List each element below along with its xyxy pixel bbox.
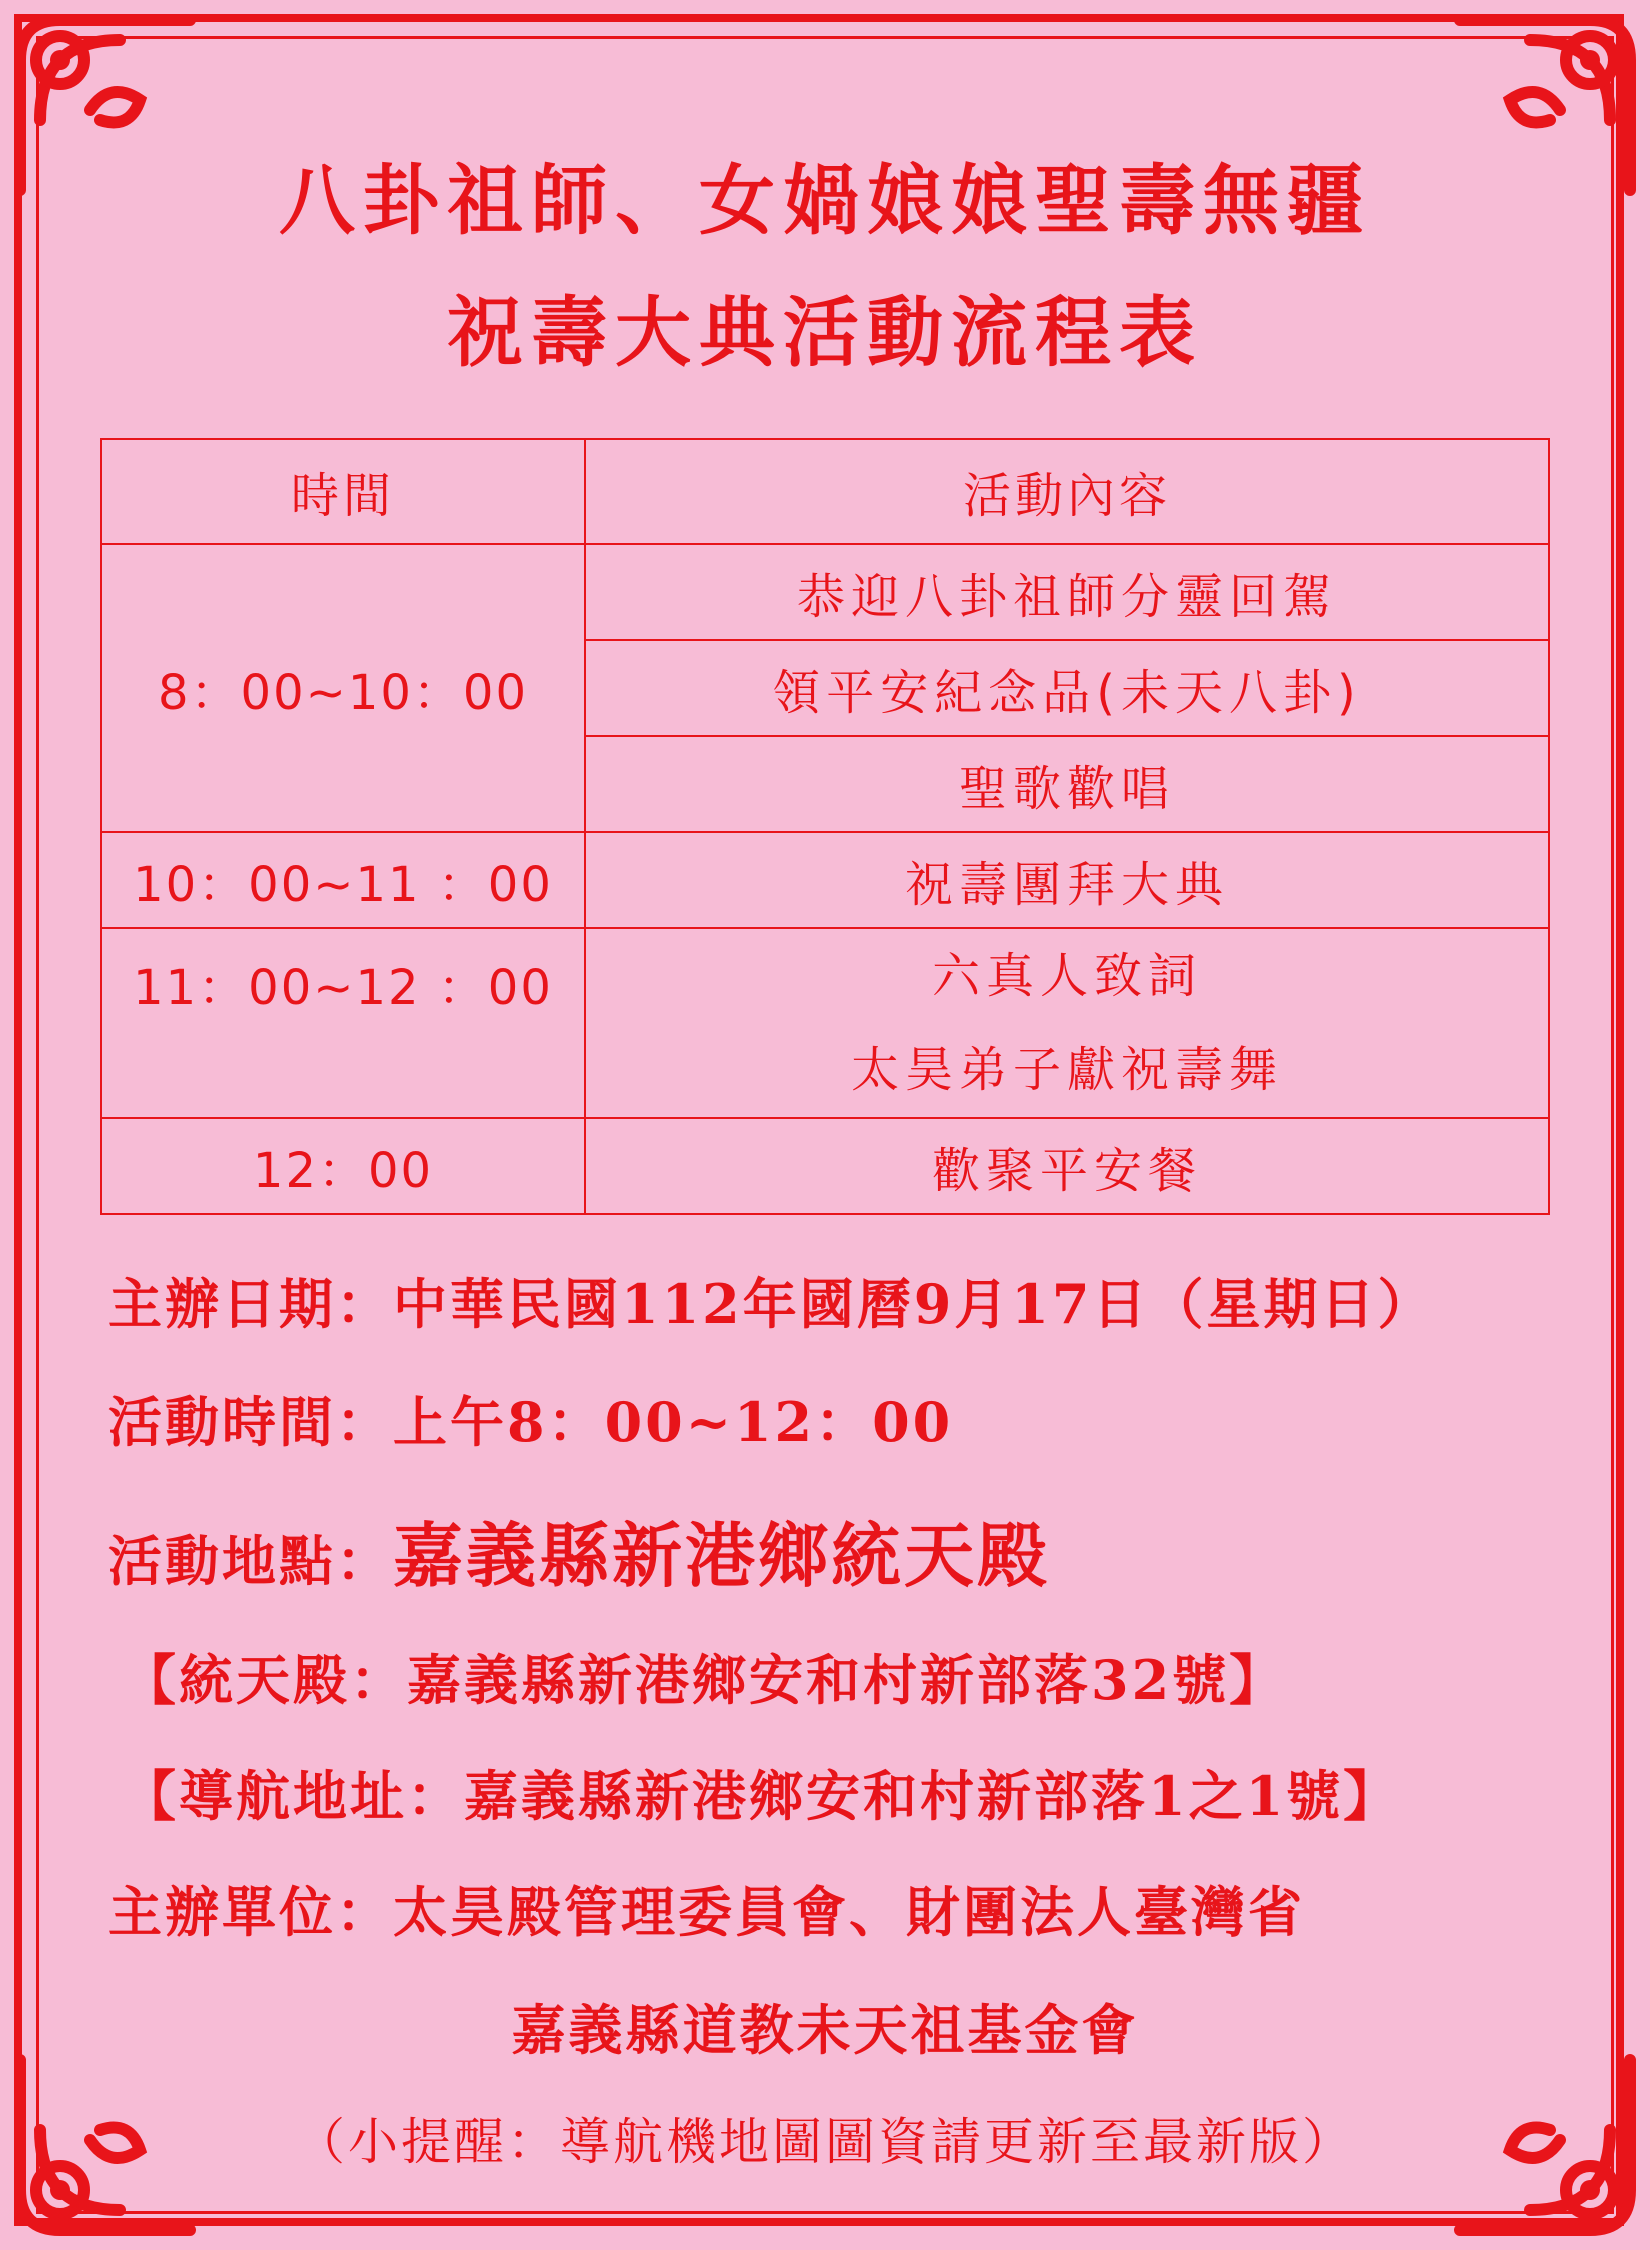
activity-cell: 恭迎八卦祖師分靈回駕 (585, 544, 1549, 640)
venue-address: 【統天殿：嘉義縣新港鄉安和村新部落32號】 (122, 1648, 1287, 1712)
time-cell: 12：00 (101, 1118, 585, 1214)
organizer-line-1: 主辦單位：太昊殿管理委員會、財團法人臺灣省 (108, 1880, 1305, 1944)
time-cell: 8：00~10：00 (101, 544, 585, 832)
title-line-2: 祝壽大典活動流程表 (447, 288, 1203, 377)
table-header-row (101, 439, 1549, 544)
table-row (101, 1118, 1549, 1214)
activity-cell: 祝壽團拜大典 (585, 832, 1549, 928)
activity-cell (585, 928, 1549, 1118)
organizer-line-2: 嘉義縣道教未天祖基金會 (511, 1998, 1139, 2062)
header-activity: 活動內容 (585, 439, 1549, 544)
time-cell: 10：00~11 ：00 (101, 832, 585, 928)
table-row (101, 832, 1549, 928)
activity-text: 六真人致詞 (931, 948, 1202, 1004)
reminder-note: （小提醒：導航機地圖圖資請更新至最新版） (295, 2113, 1355, 2171)
event-venue (108, 1500, 1050, 1601)
venue-name: 嘉義縣新港鄉統天殿 (393, 1514, 1050, 1597)
navigation-address: 【導航地址：嘉義縣新港鄉安和村新部落1之1號】 (122, 1764, 1401, 1828)
event-date: 主辦日期：中華民國112年國曆9月17日（星期日） (108, 1272, 1435, 1336)
table-row (101, 544, 1549, 640)
activity-text: 太昊弟子獻祝壽舞 (850, 1042, 1283, 1098)
title-line-1: 八卦祖師、女媧娘娘聖壽無疆 (279, 156, 1371, 245)
event-time: 活動時間：上午8：00~12：00 (108, 1390, 954, 1454)
activity-cell: 領平安紀念品(未天八卦) (585, 640, 1549, 736)
schedule-table (100, 438, 1550, 1215)
venue-label: 活動地點： (108, 1529, 393, 1593)
time-cell: 11：00~12 ：00 (101, 928, 585, 1118)
table-row (101, 928, 1549, 1118)
activity-cell: 聖歌歡唱 (585, 736, 1549, 832)
header-time: 時間 (101, 439, 585, 544)
activity-cell: 歡聚平安餐 (585, 1118, 1549, 1214)
